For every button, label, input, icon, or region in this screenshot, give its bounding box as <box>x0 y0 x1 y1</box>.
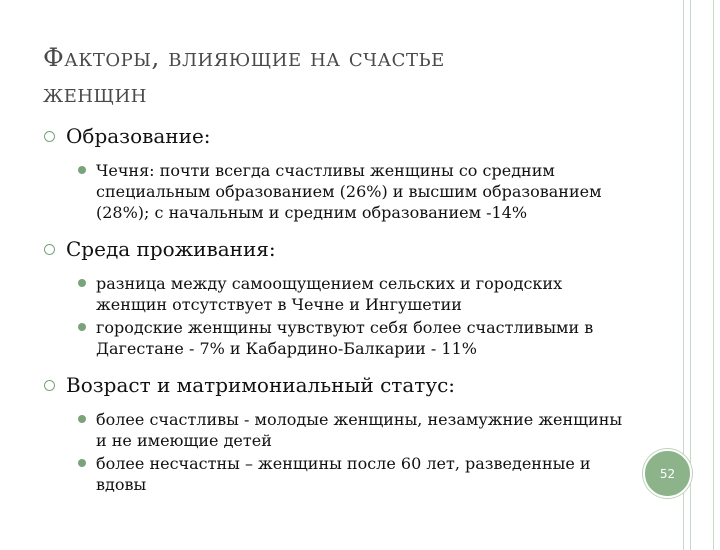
slide-title-line-1: Факторы, влияющие на счастье <box>43 43 445 72</box>
list-item-text: более счастливы - молодые женщины, незамужние женщины и не имеющие детей <box>96 410 623 450</box>
filled-circle-bullet-icon <box>78 415 86 423</box>
section-heading-text: Возраст и матримониальный статус: <box>66 373 456 397</box>
decorative-frame-inner <box>690 0 714 550</box>
hollow-circle-bullet-icon <box>44 131 55 142</box>
page-number: 52 <box>659 466 676 481</box>
hollow-circle-bullet-icon <box>44 380 55 391</box>
slide-title <box>43 40 603 112</box>
page-number-badge <box>643 449 692 498</box>
list-item <box>44 160 624 223</box>
list-item-text: городские женщины чувствуют себя более счастливыми в Дагестане - 7% и Кабардино-Балкарии - 11% <box>96 318 594 358</box>
section-heading-text: Образование: <box>66 124 211 148</box>
filled-circle-bullet-icon <box>78 279 86 287</box>
slide-title-line-2: женщин <box>43 79 147 108</box>
slide-content <box>44 124 624 495</box>
section-heading-text: Среда проживания: <box>66 237 276 261</box>
list-item <box>44 453 624 495</box>
list-item-text: Чечня: почти всегда счастливы женщины со средним специальным образованием (26%) и высшим образованием (28%); с начальным и средним образованием -14% <box>96 161 602 222</box>
filled-circle-bullet-icon <box>78 459 86 467</box>
list-item-text: разница между самоощущением сельских и городских женщин отсутствует в Чечне и Ингушетии <box>96 274 563 314</box>
filled-circle-bullet-icon <box>78 166 86 174</box>
list-item <box>44 409 624 451</box>
list-item-text: более несчастны – женщины после 60 лет, разведенные и вдовы <box>96 454 591 494</box>
list-item <box>44 317 624 359</box>
section-heading-age-status <box>44 373 624 397</box>
section-heading-environment <box>44 237 624 261</box>
hollow-circle-bullet-icon <box>44 244 55 255</box>
filled-circle-bullet-icon <box>78 323 86 331</box>
section-heading-education <box>44 124 624 148</box>
list-item <box>44 273 624 315</box>
